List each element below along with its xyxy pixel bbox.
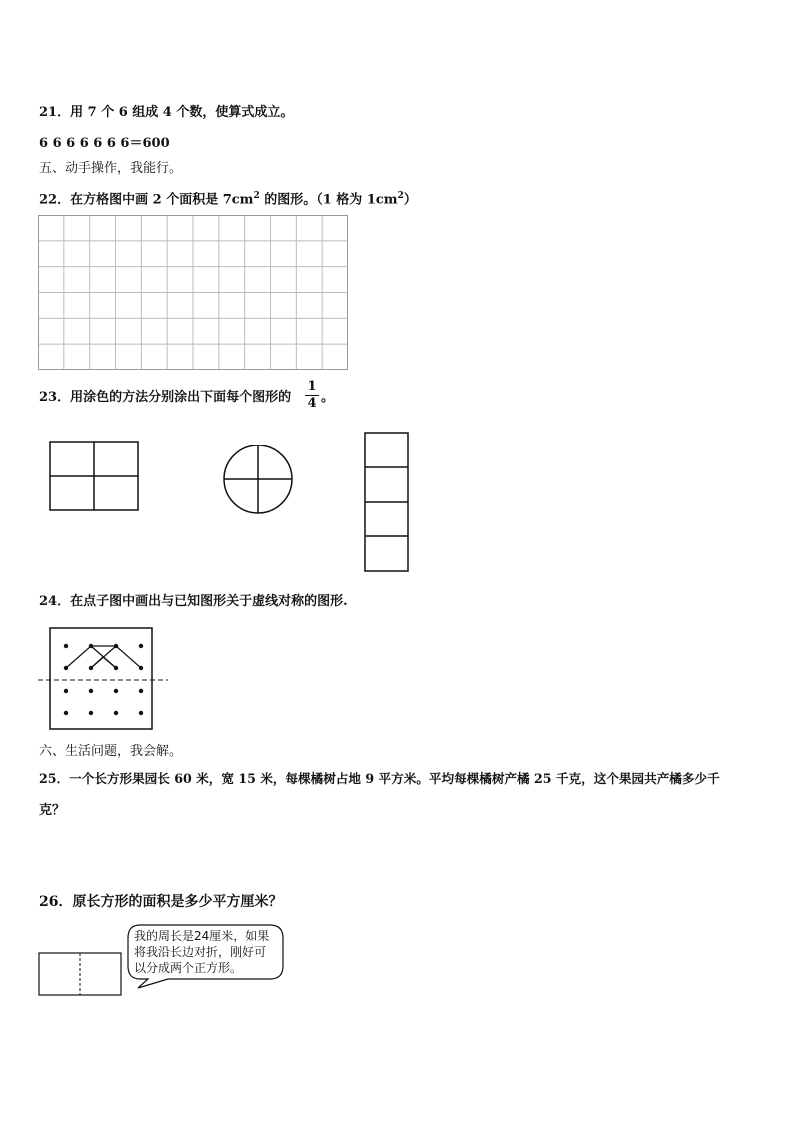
q24-dot-grid-figure[interactable] xyxy=(38,626,170,732)
section5-title: 五、动手操作，我能行。 xyxy=(39,161,183,176)
q25-line2: 克？ xyxy=(39,803,66,818)
section6-title: 六、生活问题，我会解。 xyxy=(39,744,183,759)
q26-bubble-line1: 我的周长是24厘米，如果 xyxy=(134,929,270,943)
q26-bubble-line3: 以分成两个正方形。 xyxy=(134,961,243,975)
q23-title: 23．用涂色的方法分别涂出下面每个图形的 xyxy=(39,390,292,405)
q26-title: 26．原长方形的面积是多少平方厘米？ xyxy=(39,894,283,910)
q23-fraction: 1 4 xyxy=(305,380,319,411)
q23-column-figure[interactable] xyxy=(362,431,412,573)
q21-title: 21．用 7 个 6 组成 4 个数，使算式成立。 xyxy=(39,105,294,120)
q26-rectangle-figure[interactable] xyxy=(37,951,125,997)
q24-title: 24．在点子图中画出与已知图形关于虚线对称的图形. xyxy=(39,594,348,609)
q26-bubble-line2: 将我沿长边对折，刚好可 xyxy=(134,945,267,959)
q22-title: 22．在方格图中画 2 个面积是 $7cm^2$ 的图形。（1 格为 $1cm^2$） xyxy=(39,191,417,208)
q23-circle-figure[interactable] xyxy=(221,445,295,515)
q21-equation: 6 6 6 6 6 6 6＝600 xyxy=(39,136,170,151)
q23-title-end: 。 xyxy=(321,390,335,405)
q22-square-grid[interactable] xyxy=(38,215,350,371)
q23-rectangle-figure[interactable] xyxy=(48,440,142,514)
q25-line1: 25．一个长方形果园长 60 米，宽 15 米，每棵橘树占地 9 平方米。平均每棵橘树产橘 25 千克，这个果园共产橘多少千 xyxy=(39,771,720,786)
